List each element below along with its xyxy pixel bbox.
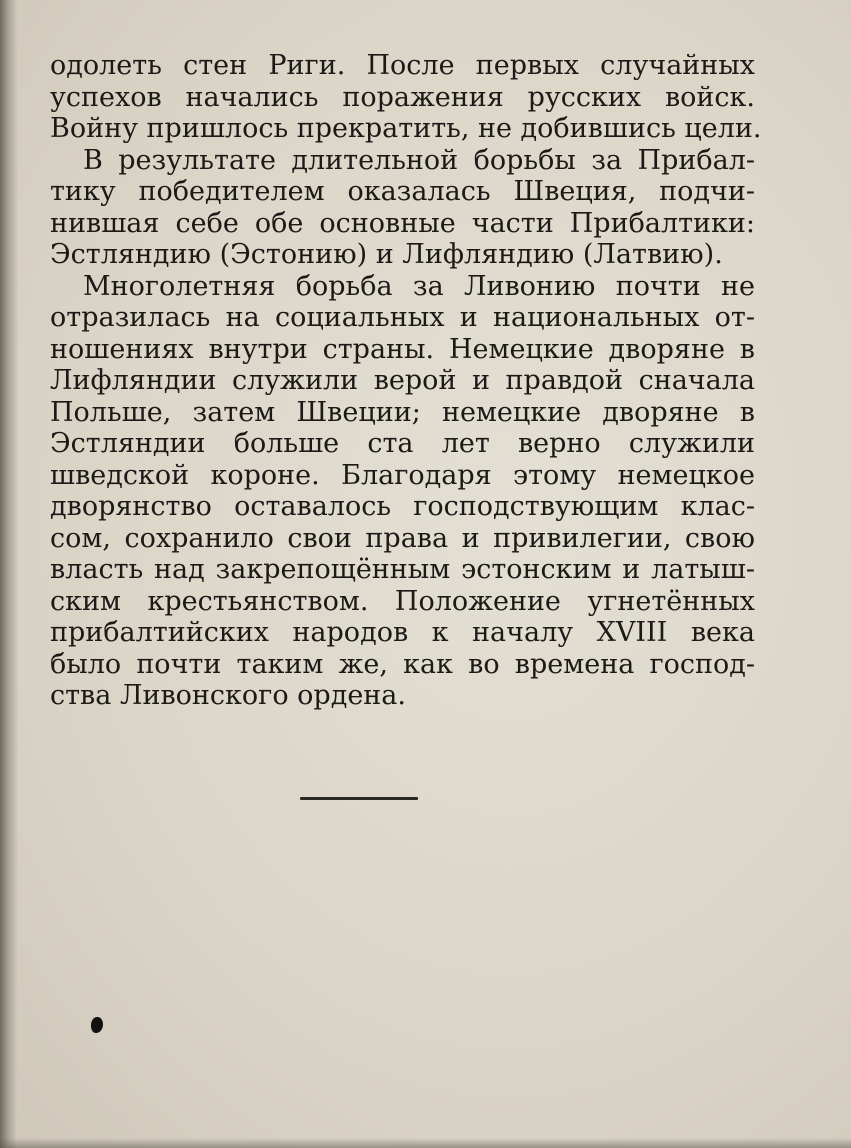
body-text bbox=[50, 50, 762, 712]
text-line: нившая себе обе основные части Прибалтики: bbox=[50, 207, 755, 239]
text-line: Польше, затем Швеции; немецкие дворяне в bbox=[50, 396, 755, 428]
text-line: ношениях внутри страны. Немецкие дворяне в bbox=[50, 333, 755, 365]
text-line: тику победителем оказалась Швеция, подчи- bbox=[50, 176, 755, 207]
text-line: ства Ливонского ордена. bbox=[50, 680, 406, 711]
paragraph-2 bbox=[50, 145, 755, 271]
text-line: Эстляндию (Эстонию) и Лифляндию (Латвию). bbox=[50, 239, 723, 270]
ink-speck bbox=[91, 1017, 103, 1033]
text-line: шведской короне. Благодаря этому немецкое bbox=[50, 459, 755, 491]
text-line: прибалтийских народов к началу XVIII века bbox=[50, 617, 755, 648]
paragraph-1 bbox=[50, 50, 762, 145]
book-binding-edge bbox=[0, 0, 18, 1148]
text-line: Эстляндии больше ста лет верно служили bbox=[50, 428, 755, 459]
text-line: дворянство оставалось господствующим клас- bbox=[50, 491, 755, 522]
section-end-rule bbox=[300, 797, 418, 800]
text-line: успехов начались поражения русских войск. bbox=[50, 81, 755, 113]
text-line: Многолетняя борьба за Ливонию почти не bbox=[83, 270, 755, 302]
text-line: Лифляндии служили верой и правдой сначала bbox=[50, 365, 755, 396]
text-line: власть над закрепощённым эстонским и латыш- bbox=[50, 554, 755, 585]
text-line: сом, сохранило свои права и привилегии, свою bbox=[50, 522, 755, 554]
text-line: Войну пришлось прекратить, не добившись цели. bbox=[50, 113, 762, 144]
text-line: ским крестьянством. Положение угнетённых bbox=[50, 585, 755, 617]
text-line: было почти таким же, как во времена господ- bbox=[50, 648, 755, 680]
page-bottom-shadow bbox=[0, 1138, 851, 1148]
text-line: В результате длительной борьбы за Прибал- bbox=[83, 144, 755, 176]
text-line: одолеть стен Риги. После первых случайных bbox=[50, 50, 755, 81]
text-line: отразилась на социальных и национальных от- bbox=[50, 302, 755, 333]
paragraph-3 bbox=[50, 271, 755, 712]
